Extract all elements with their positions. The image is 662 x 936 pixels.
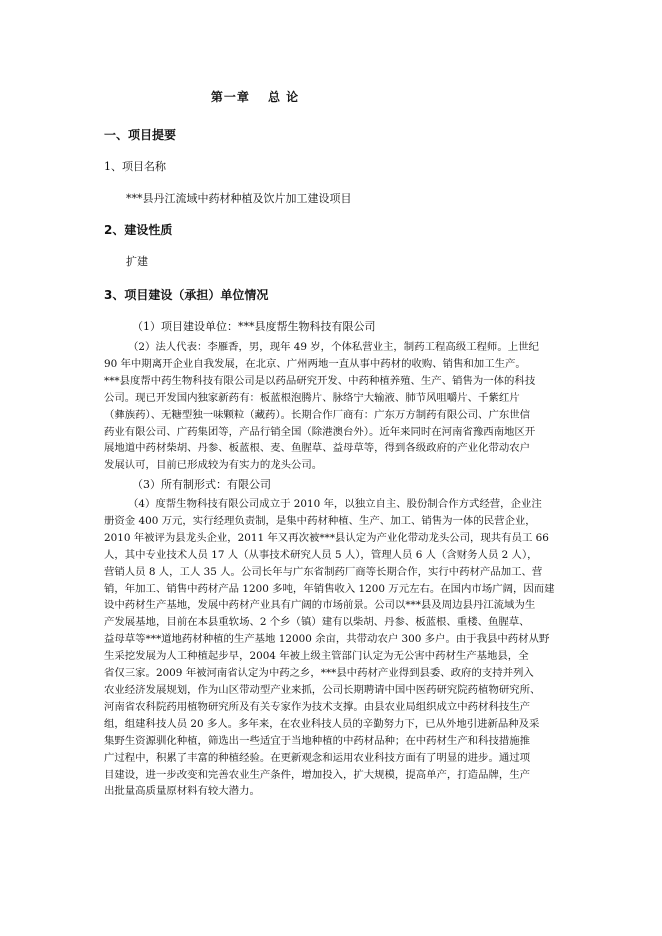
- paragraph-line: （2）法人代表：李雁香，男，现年 49 岁，个体私营业主，制药工程高级工程师。上世纪: [128, 341, 539, 353]
- unit-item-1: （1）项目建设单位：***县度帮生物科技有限公司: [132, 320, 376, 333]
- nature-value: 扩建: [126, 255, 148, 268]
- paragraph-line: ***县度帮中药生物科技有限公司是以药品研究开发、中药种植养殖、生产、销售为一体的科技: [104, 374, 536, 387]
- paragraph-line: 90 年中期离开企业自我发展，在北京、广州两地一直从事中药材的收购、销售和加工生产。: [104, 357, 526, 370]
- subsection-heading-unit: 3、项目建设（承担）单位情况: [104, 288, 269, 302]
- paragraph-line: 产发展基地，目前在本县重软场、2 个乡（镇）建有以柴胡、丹参、板蓝根、重楼、鱼腥草、: [104, 616, 530, 629]
- paragraph-line: 集野生资源驯化种植，筛选出一些适宜于当地种植的中药材品种；在中药材生产和科技措施推: [104, 734, 531, 747]
- unit-item-4-paragraph: [104, 496, 566, 800]
- paragraph-line: 人，其中专业技术人员 17 人（从事技术研究人员 5 人），管理人员 6 人（含财务人员 2 人），: [104, 548, 538, 561]
- paragraph-line: 营销人员 8 人，工人 35 人。公司长年与广东省制药厂商等长期合作，实行中药材产品加工、营: [104, 565, 543, 578]
- paragraph-line: 广过程中，积累了丰富的种植经验。在更新观念和运用农业科技方面有了明显的进步。通过项: [104, 751, 531, 764]
- paragraph-line: 发展认可，目前已形成较为有实力的龙头公司。: [104, 459, 323, 472]
- paragraph-line: 省仅三家。2009 年被河南省认定为中药之乡，***县中药材产业得到县委、政府的支持并列入: [104, 667, 534, 680]
- paragraph-line: 益母草等***道地药材种植的生产基地 12000 余亩，共带动农户 300 多户。由于我县中药材从野: [104, 633, 550, 646]
- paragraph-line: 公司。现已开发国内独家新药有：板蓝根泡腾片、脉络宁大输液、肺节风咀嚼片、千紫红片: [104, 391, 520, 404]
- paragraph-line: 河南省农科院药用植物研究所及有关专家作为技术支撑。由县农业局组织成立中药材科技生产: [104, 700, 531, 713]
- paragraph-line: 设中药材生产基地，发展中药材产业具有广阔的市场前景。公司以***县及周边县丹江流域为生: [104, 599, 536, 612]
- paragraph-line: 册资金 400 万元，实行经理负责制，是集中药材种植、生产、加工、销售为一体的民营企业，: [104, 514, 536, 527]
- paragraph-line: 药业有限公司、广药集团等，产品行销全国（除港澳台外）。近年来同时在河南省豫西南地区开: [104, 425, 536, 438]
- paragraph-line: 2010 年被评为县龙头企业，2011 年又再次被***县认定为产业化带动龙头公司，现共有员工 66: [104, 531, 549, 544]
- unit-item-2-paragraph: [104, 339, 566, 474]
- subsection-heading-nature: 2、建设性质: [104, 223, 173, 237]
- paragraph-line: 销，年加工、销售中药材产品 1200 多吨，年销售收入 1200 万元左右。在国内市场广阔，因而建: [104, 582, 555, 595]
- paragraph-line: 展地道中药材柴胡、丹参、板蓝根、麦、鱼腥草、益母草等，得到各级政府的产业化带动农户: [104, 442, 531, 455]
- paragraph-line: 生采挖发展为人工种植起步早，2004 年被上级主管部门认定为无公害中药材生产基地县，全: [104, 650, 529, 663]
- paragraph-line: 出批量高质量原材料有较大潜力。: [104, 785, 260, 798]
- subsection-heading-name: 1、项目名称: [104, 160, 166, 173]
- section-heading-overview: 一、项目提要: [104, 128, 177, 142]
- chapter-title: 第一章 总 论: [210, 90, 300, 104]
- paragraph-line: 组，组建科技人员 20 多人。多年来，在农业科技人员的辛勤努力下，已从外地引进新品种及采: [104, 717, 540, 730]
- paragraph-line: （4）度帮生物科技有限公司成立于 2010 年，以独立自主、股份制合作方式经营，企业注: [128, 498, 542, 510]
- paragraph-line: （彝族药）、无糖型独一味颗粒（藏药）。长期合作厂商有：广东万方制药有限公司、广东世信: [104, 408, 531, 421]
- unit-item-3: （3）所有制形式：有限公司: [132, 478, 271, 491]
- paragraph-line: 农业经济发展规划，作为山区带动型产业来抓，公司长期聘请中国中医药研究院药植物研究所、: [104, 683, 541, 696]
- project-name: ***县丹江流域中药材种植及饮片加工建设项目: [126, 192, 352, 205]
- paragraph-line: 目建设，进一步改变和完善农业生产条件，增加投入，扩大规模，提高单产，打造品牌，生产: [104, 768, 531, 781]
